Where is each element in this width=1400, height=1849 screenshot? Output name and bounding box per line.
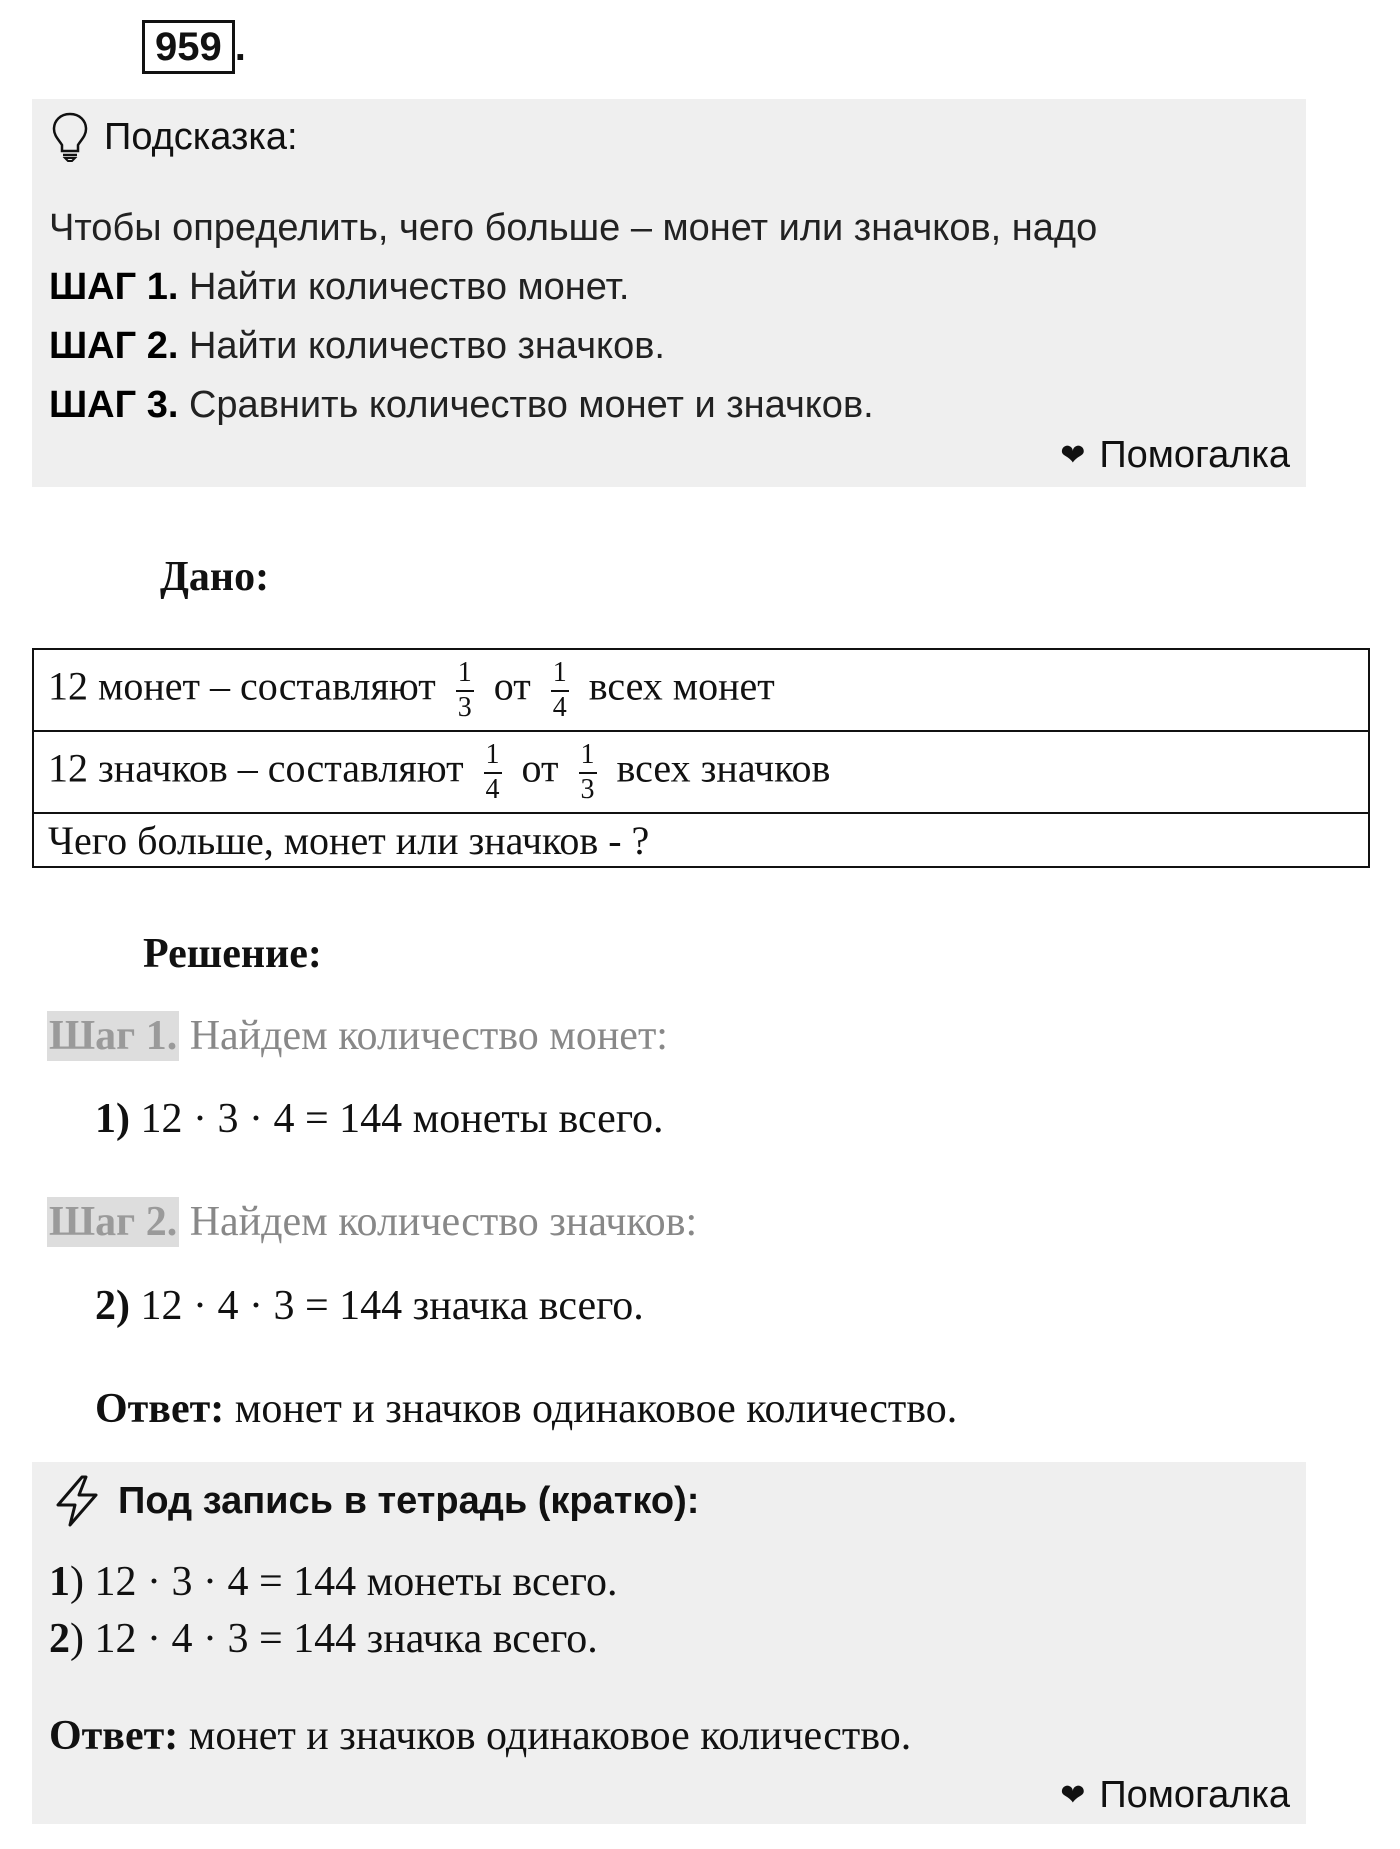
lightbulb-icon [50, 111, 90, 163]
given-cell-coins [33, 649, 1369, 731]
fraction-numerator: 1 [457, 656, 472, 688]
step-2-tag: Шаг 2. [49, 1199, 178, 1245]
given-cell-question: Чего больше, монет или значков - ? [33, 813, 1369, 867]
brand-text: Помогалка [1099, 1774, 1290, 1816]
task-number-dot: . [234, 24, 246, 69]
fraction-numerator: 1 [580, 738, 595, 770]
fraction-numerator: 1 [485, 738, 500, 770]
hint-step-2 [49, 317, 1097, 376]
answer-text: монет и значков одинаковое количество. [224, 1386, 958, 1432]
fraction-one-quarter [484, 738, 502, 805]
calc-2-text: значка всего. [402, 1283, 644, 1329]
brand-label [1060, 434, 1290, 477]
notes-answer-label: Ответ: [49, 1713, 179, 1759]
given-row-question [33, 813, 1369, 867]
hint-text [49, 199, 1097, 435]
notes-line-1-text: ) 12 · 3 · 4 = 144 монеты всего. [70, 1559, 618, 1605]
fraction-one-quarter [551, 656, 569, 723]
coins-of: от [493, 663, 531, 709]
calc-1-number: 1) [95, 1096, 130, 1142]
hint-step-2-label: ШАГ 2. [49, 325, 179, 367]
solution-title: Решение: [143, 931, 322, 977]
fraction-denominator: 3 [580, 773, 595, 805]
notes-title-text: Под запись в тетрадь (кратко): [118, 1479, 700, 1522]
hint-step-1-label: ШАГ 1. [49, 266, 179, 308]
step-1-text: Найдем количество монет: [179, 1013, 668, 1059]
notes-line-2 [49, 1615, 598, 1663]
fraction-denominator: 4 [485, 773, 500, 805]
solution-step-2 [47, 1198, 697, 1246]
calc-1-text: монеты всего. [402, 1096, 664, 1142]
hint-step-3 [49, 376, 1097, 435]
coins-prefix: 12 монет – составляют [48, 663, 436, 709]
calc-2-expression: 12 · 4 · 3 = 144 [130, 1283, 403, 1329]
heart-icon: ❤ [1060, 1779, 1086, 1812]
hint-step-2-text: Найти количество значков. [178, 325, 665, 367]
fraction-numerator: 1 [552, 656, 567, 688]
coins-suffix: всех монет [588, 663, 775, 709]
given-cell-badges [33, 731, 1369, 813]
heart-icon: ❤ [1060, 439, 1086, 472]
hint-step-3-text: Сравнить количество монет и значков. [178, 384, 874, 426]
solution-step-1 [47, 1012, 668, 1060]
brand-text: Помогалка [1099, 434, 1290, 476]
solution-answer [95, 1385, 957, 1433]
notes-line-1 [49, 1558, 617, 1606]
badges-suffix: всех значков [616, 745, 831, 791]
calc-1-expression: 12 · 3 · 4 = 144 [130, 1096, 403, 1142]
notes-line-2-text: ) 12 · 4 · 3 = 144 значка всего. [70, 1616, 598, 1662]
notes-panel [32, 1462, 1306, 1824]
given-row-badges [33, 731, 1369, 813]
brand-label [1060, 1774, 1290, 1817]
notes-title [50, 1474, 699, 1528]
lightning-icon [50, 1474, 104, 1528]
notes-line-2-number: 2 [49, 1616, 70, 1662]
step-2-text: Найдем количество значков: [179, 1199, 698, 1245]
badges-of: от [521, 745, 559, 791]
fraction-one-third [456, 656, 474, 723]
answer-label: Ответ: [95, 1386, 225, 1432]
hint-step-1-text: Найти количество монет. [178, 266, 630, 308]
given-row-coins [33, 649, 1369, 731]
hint-title [50, 111, 298, 163]
hint-intro: Чтобы определить, чего больше – монет или значков, надо [49, 207, 1098, 249]
fraction-denominator: 3 [457, 691, 472, 723]
given-title: Дано: [160, 554, 270, 600]
calc-2-number: 2) [95, 1283, 130, 1329]
notes-answer-text: монет и значков одинаковое количество. [178, 1713, 912, 1759]
notes-line-1-number: 1 [49, 1559, 70, 1605]
calc-line-2 [95, 1282, 644, 1330]
hint-step-1 [49, 258, 1097, 317]
given-table [32, 648, 1370, 868]
calc-line-1 [95, 1095, 664, 1143]
hint-title-text: Подсказка: [104, 115, 298, 158]
task-number-box: 959 [142, 20, 235, 74]
hint-step-3-label: ШАГ 3. [49, 384, 179, 426]
fraction-denominator: 4 [552, 691, 567, 723]
fraction-one-third [579, 738, 597, 805]
hint-panel [32, 99, 1306, 487]
task-number [142, 22, 246, 72]
badges-prefix: 12 значков – составляют [48, 745, 464, 791]
notes-answer [49, 1712, 911, 1760]
step-1-tag: Шаг 1. [49, 1013, 178, 1059]
